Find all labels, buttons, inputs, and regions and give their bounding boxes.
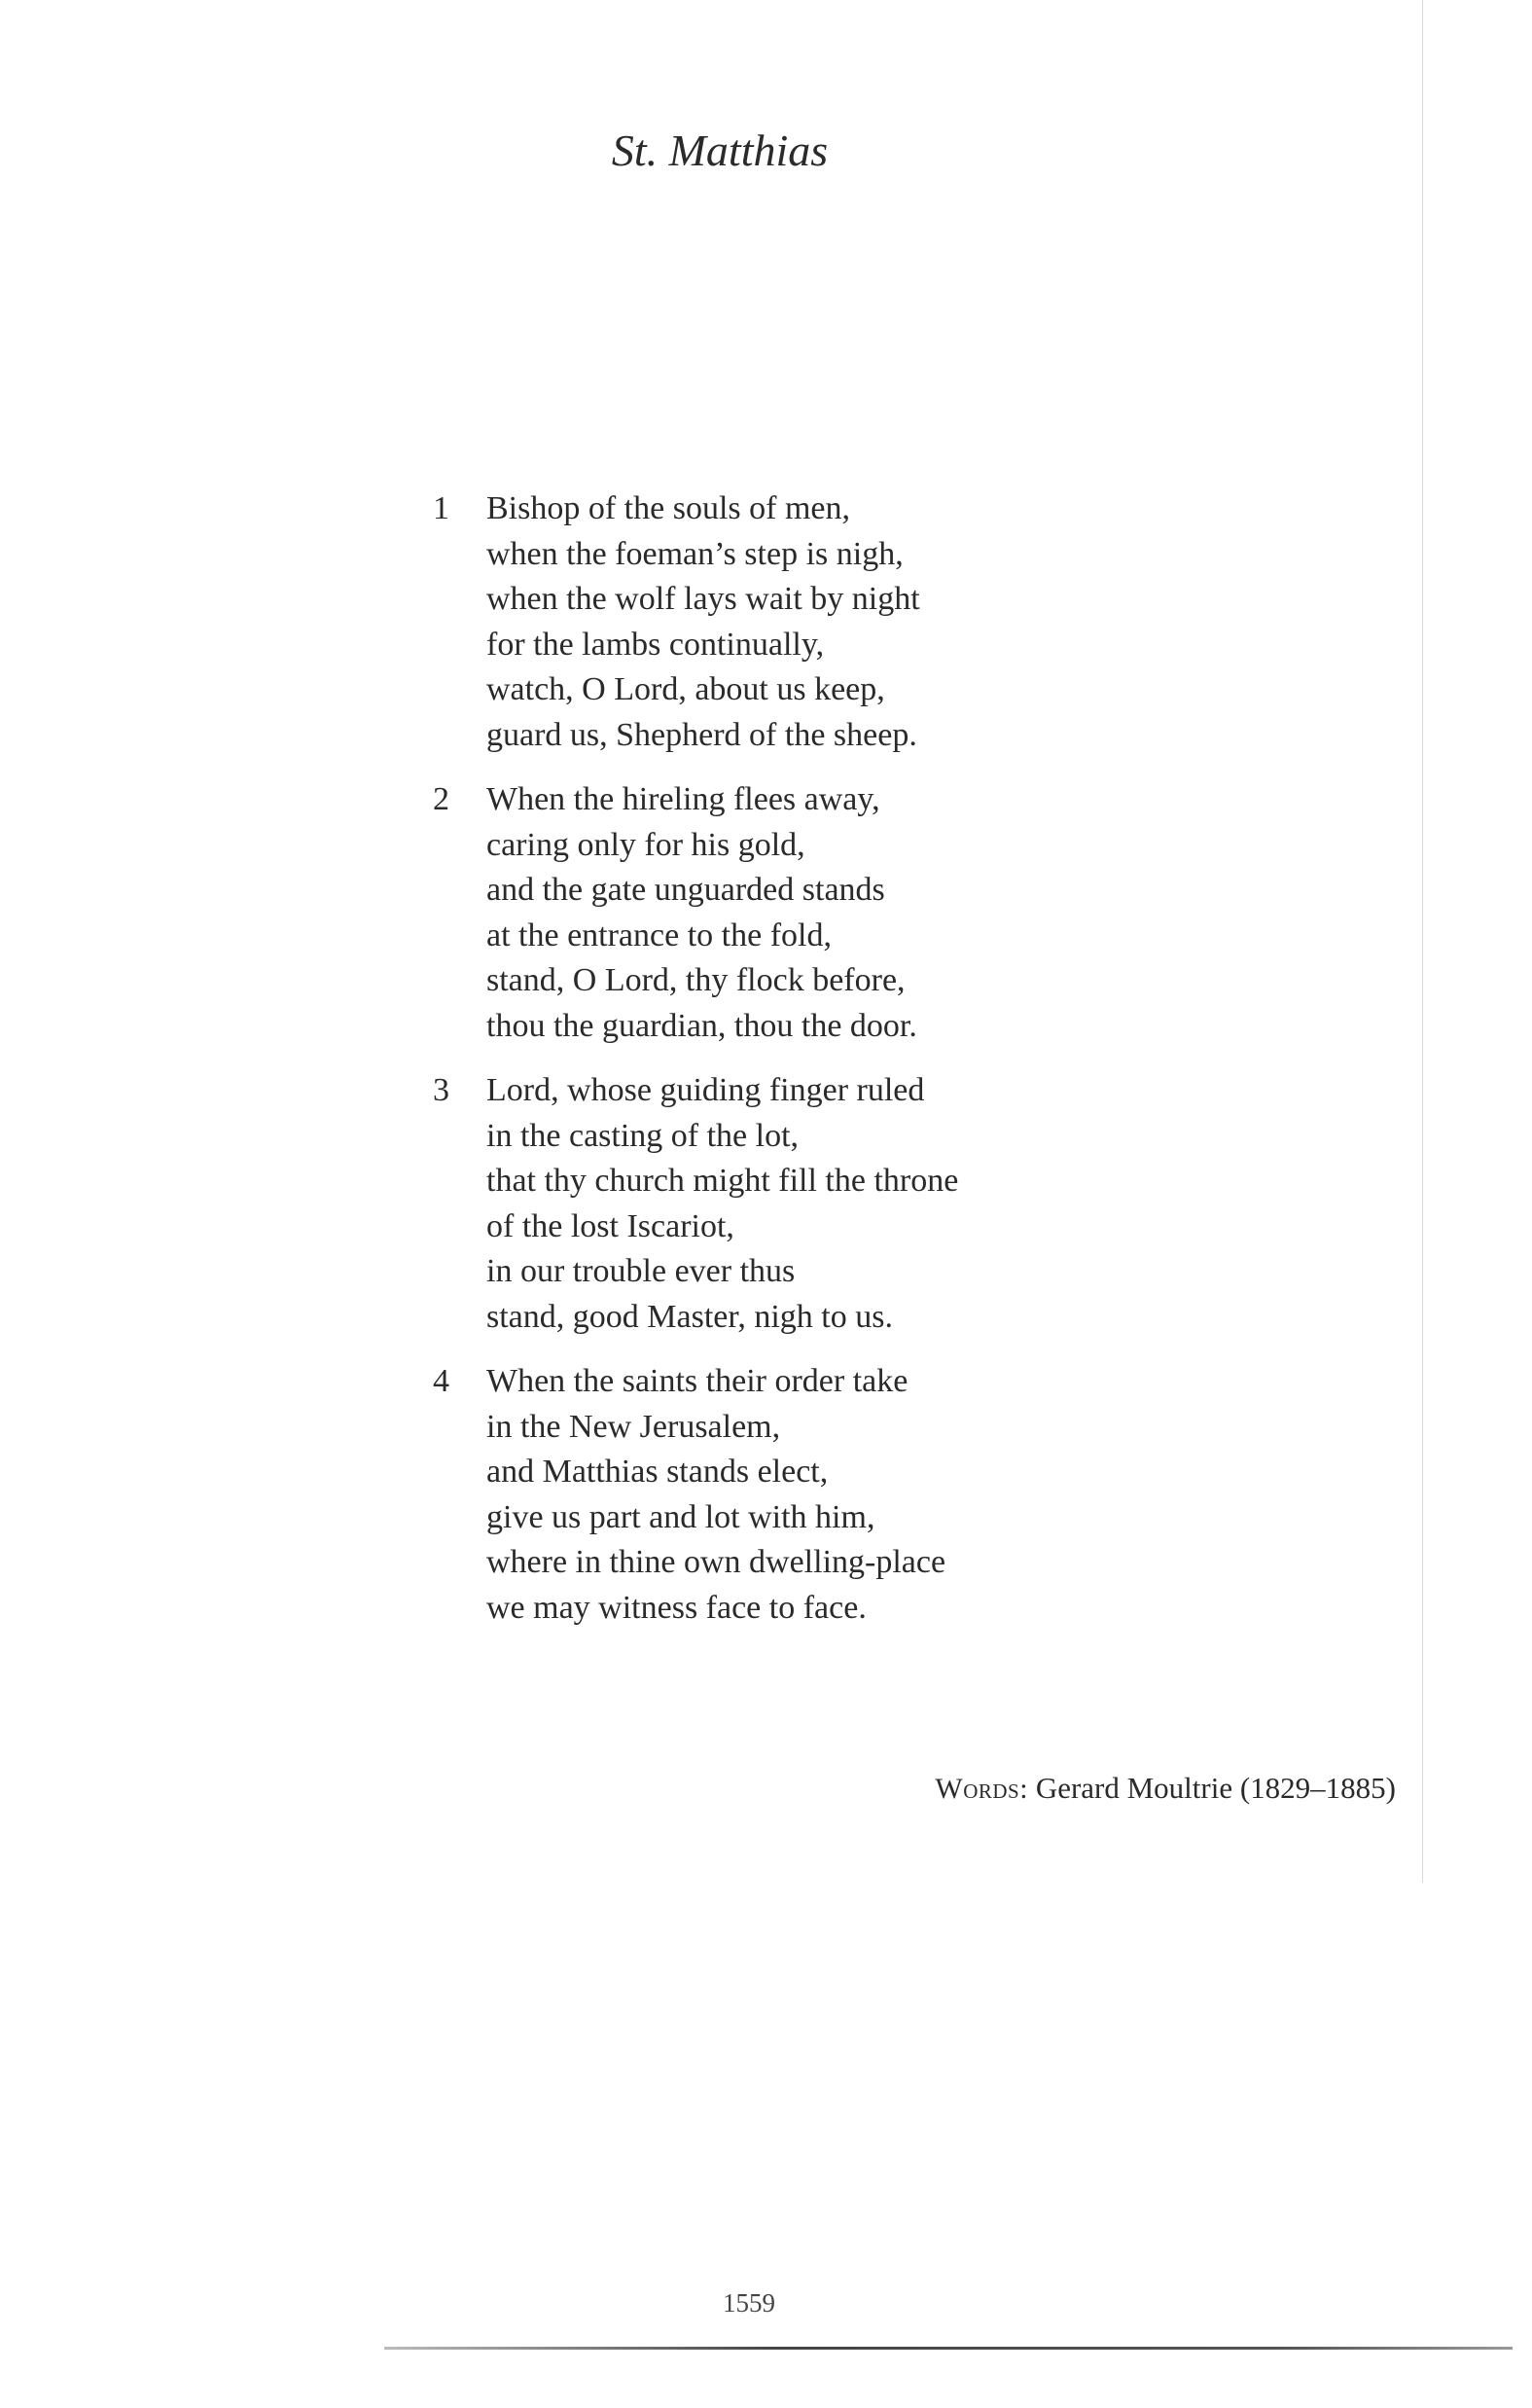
verse-number: 4 (433, 1363, 449, 1399)
verse-1 (433, 486, 1308, 758)
verse-line: in the New Jerusalem, (486, 1408, 781, 1445)
verse-line: give us part and lot with him, (486, 1498, 875, 1535)
credit-label: Words: (935, 1773, 1029, 1805)
verse-line: Bishop of the souls of men, (486, 490, 850, 526)
verse-line: we may witness face to face. (486, 1589, 867, 1626)
verse-line: and Matthias stands elect, (486, 1454, 829, 1490)
verse-line: when the foeman’s step is nigh, (486, 535, 904, 572)
page-edge-line (1422, 0, 1423, 1883)
verse-line: and the gate unguarded stands (486, 872, 885, 908)
verse-number: 3 (433, 1072, 449, 1108)
verse-line: in the casting of the lot, (486, 1117, 800, 1154)
bottom-rule (384, 2347, 1513, 2350)
verse-line: When the hireling flees away, (486, 781, 880, 817)
hymn-title: St. Matthias (611, 126, 829, 175)
verse-line: stand, O Lord, thy flock before, (486, 962, 906, 998)
verse-line: Lord, whose guiding finger ruled (486, 1072, 925, 1108)
verse-4 (433, 1359, 1308, 1631)
verse-list (433, 486, 1308, 1650)
verse-line: When the saints their order take (486, 1363, 909, 1399)
verse-line: watch, O Lord, about us keep, (486, 671, 885, 707)
verse-line: where in thine own dwelling-place (486, 1544, 946, 1580)
verse-line: of the lost Iscariot, (486, 1207, 734, 1244)
verse-line: guard us, Shepherd of the sheep. (486, 716, 917, 753)
verse-3 (433, 1068, 1308, 1340)
verse-lines (486, 777, 1308, 1049)
verse-lines (486, 1359, 1308, 1631)
verse-lines (486, 1068, 1308, 1340)
verse-number: 1 (433, 490, 449, 526)
words-credit (935, 1771, 1396, 1806)
credit-author: Gerard Moultrie (1829–1885) (1035, 1771, 1396, 1805)
verse-lines (486, 486, 1308, 758)
verse-line: when the wolf lays wait by night (486, 581, 920, 617)
verse-line: stand, good Master, nigh to us. (486, 1298, 893, 1335)
verse-line: that thy church might fill the throne (486, 1163, 959, 1199)
verse-line: in our trouble ever thus (486, 1253, 796, 1289)
page-number: 1559 (723, 2288, 775, 2318)
verse-line: thou the guardian, thou the door. (486, 1007, 917, 1044)
verse-line: caring only for his gold, (486, 826, 805, 863)
verse-2 (433, 777, 1308, 1049)
verse-number: 2 (433, 781, 449, 817)
verse-line: for the lambs continually, (486, 626, 825, 663)
verse-line: at the entrance to the fold, (486, 916, 832, 953)
